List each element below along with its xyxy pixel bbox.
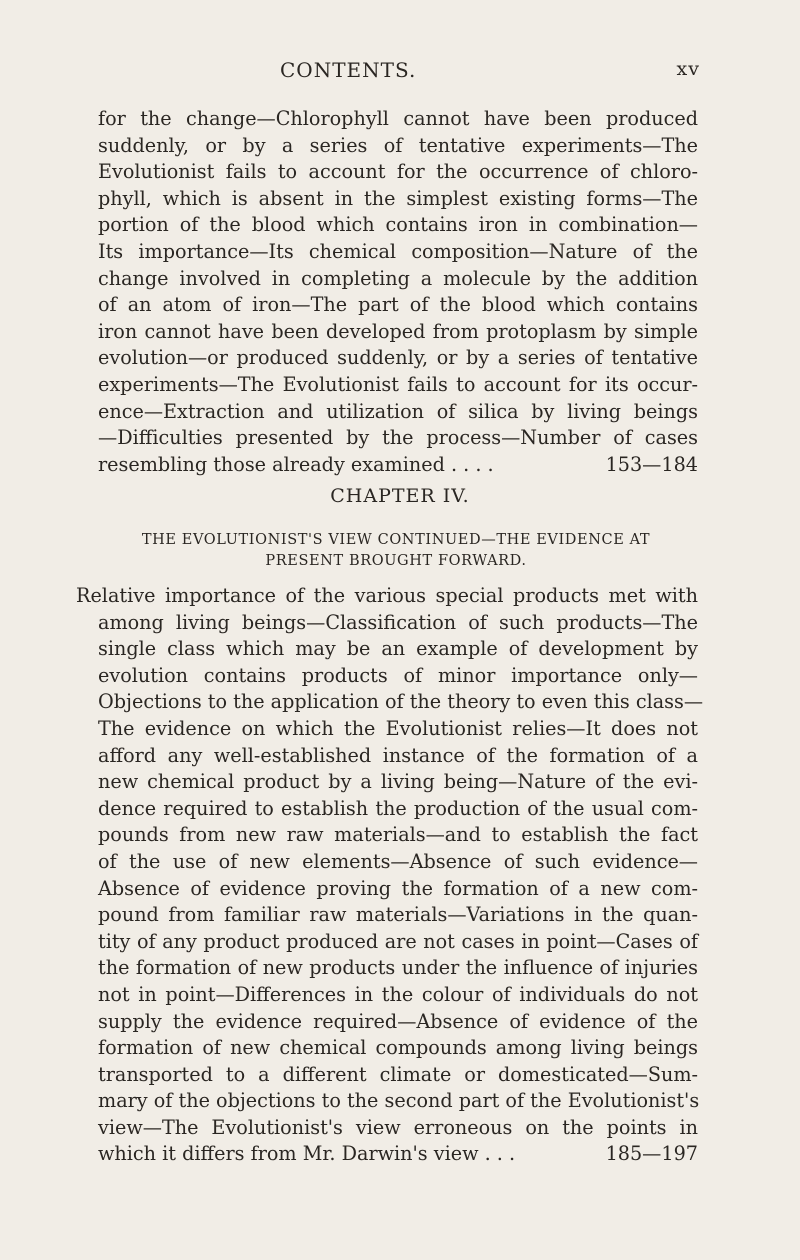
text-line-last	[98, 452, 698, 479]
text-line: experiments—The Evolutionist fails to account for its occur-	[98, 372, 698, 396]
chapter-heading: CHAPTER IV.	[330, 485, 470, 507]
text-line: Relative importance of the various special products met with	[76, 584, 698, 607]
text-line: —Difficulties presented by the process—Number of cases	[98, 426, 698, 450]
text-line: tity of any product produced are not cases in point—Cases of	[98, 929, 698, 953]
text-line: suddenly, or by a series of tentative experiments—The	[98, 133, 698, 157]
text-line: mary of the objections to the second part of the Evolutionist's	[98, 1089, 700, 1113]
text-line: evolution—or produced suddenly, or by a series of tentative	[98, 346, 698, 370]
page-number: xv	[676, 58, 700, 80]
contents-entry-chapter-3-continued	[98, 106, 698, 478]
text-line: pound from familiar raw materials—Variations in the quan-	[98, 903, 698, 927]
text-line: Absence of evidence proving the formation of a new com-	[98, 876, 698, 900]
chapter-subtitle-line: THE EVOLUTIONIST'S VIEW CONTINUED—THE EVIDENCE AT	[141, 532, 651, 548]
text-line: pounds from new raw materials—and to establish the fact	[98, 823, 698, 847]
text-line: The evidence on which the Evolutionist relies—It does not	[98, 716, 698, 740]
text-line: dence required to establish the production of the usual com-	[98, 796, 698, 820]
leader-text: resembling those already examined . . . .	[98, 452, 494, 476]
text-line: new chemical product by a living being—Nature of the evi-	[98, 770, 698, 794]
text-line: evolution contains products of minor importance only—	[98, 663, 698, 687]
page-range: 185—197	[605, 1142, 698, 1166]
text-line: transported to a different climate or domesticated—Sum-	[98, 1062, 698, 1086]
text-line: Its importance—Its chemical composition—Nature of the	[98, 239, 698, 263]
page-range: 153—184	[605, 452, 698, 476]
text-line: Objections to the application of the theory to even this class—	[98, 690, 704, 714]
text-line: single class which may be an example of development by	[98, 637, 698, 661]
text-line: the formation of new products under the influence of injuries	[98, 956, 698, 980]
text-line: of the use of new elements—Absence of such evidence—	[98, 849, 698, 873]
running-title: CONTENTS.	[280, 58, 417, 82]
contents-entry-chapter-4	[76, 583, 704, 1168]
text-line: not in point—Differences in the colour of individuals do not	[98, 982, 698, 1006]
text-line-last	[76, 1141, 698, 1168]
text-line: Evolutionist fails to account for the occurrence of chloro-	[98, 160, 698, 184]
chapter-subtitle-line: PRESENT BROUGHT FORWARD.	[265, 553, 527, 569]
text-line: for the change—Chlorophyll cannot have been produced	[98, 107, 698, 130]
text-line: view—The Evolutionist's view erroneous on the points in	[98, 1115, 698, 1139]
text-line: phyll, which is absent in the simplest existing forms—The	[98, 186, 698, 210]
text-line: afford any well-established instance of the formation of a	[98, 743, 698, 767]
running-head	[270, 58, 700, 88]
text-line: of an atom of iron—The part of the blood which contains	[98, 293, 698, 317]
leader-text: which it differs from Mr. Darwin's view . . .	[98, 1142, 516, 1166]
text-line: among living beings—Classification of such products—The	[98, 610, 698, 634]
text-line: portion of the blood which contains iron in combination—	[98, 213, 698, 237]
text-line: supply the evidence required—Absence of evidence of the	[98, 1009, 698, 1033]
text-line: ence—Extraction and utilization of silica by living beings	[98, 399, 698, 423]
text-line: formation of new chemical compounds among living beings	[98, 1036, 698, 1060]
chapter-subtitle	[76, 530, 716, 572]
text-line: iron cannot have been developed from protoplasm by simple	[98, 319, 698, 343]
text-line: change involved in completing a molecule by the addition	[98, 266, 698, 290]
